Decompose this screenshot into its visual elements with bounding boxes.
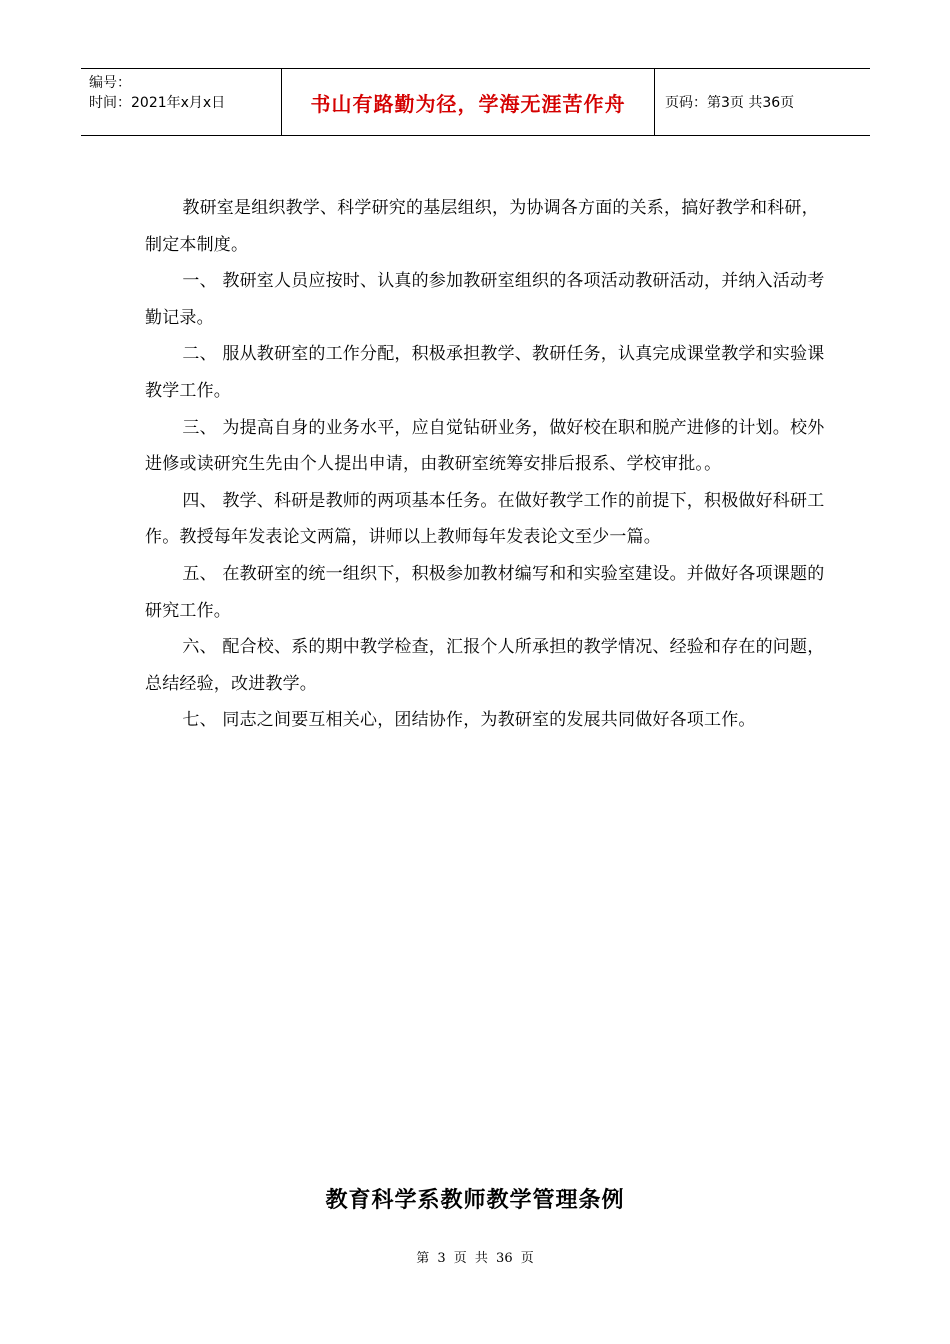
header-motto: 书山有路勤为径，学海无涯苦作舟 [310, 91, 626, 116]
page-footer: 第 3 页 共 36 页 [416, 1251, 534, 1266]
time-label: 时间：2021年x月x日 [89, 95, 226, 111]
paragraph-item-1: 一、 教研室人员应按时、认真的参加教研室组织的各项活动教研活动，并纳入活动考勤记录。 [145, 271, 825, 328]
header-page-info: 页码：第3页 共36页 [665, 95, 795, 111]
paragraph-item-3: 三、 为提高自身的业务水平，应自觉钻研业务，做好校在职和脱产进修的计划。校外进修或读研究生先由个人提出申请，由教研室统筹安排后报系、学校审批。。 [145, 417, 825, 475]
paragraph-item-2: 二、 服从教研室的工作分配，积极承担教学、教研任务，认真完成课堂教学和实验课教学工作。 [145, 344, 825, 401]
document-header [81, 68, 870, 136]
number-label: 编号： [89, 75, 131, 91]
header-motto-cell [282, 69, 655, 135]
document-body [145, 190, 835, 739]
paragraph-item-5: 五、 在教研室的统一组织下，积极参加教材编写和和实验室建设。并做好各项课题的研究工作。 [145, 563, 825, 621]
document-title: 教育科学系教师教学管理条例 [325, 1188, 625, 1213]
paragraph-intro: 教研室是组织教学、科学研究的基层组织，为协调各方面的关系，搞好教学和科研，制定本制度。 [145, 198, 819, 255]
header-meta [81, 69, 282, 135]
paragraph-item-7: 七、 同志之间要互相关心，团结协作，为教研室的发展共同做好各项工作。 [182, 710, 756, 731]
paragraph-item-4: 四、 教学、科研是教师的两项基本任务。在做好教学工作的前提下，积极做好科研工作。教授每年发表论文两篇，讲师以上教师每年发表论文至少一篇。 [145, 490, 825, 548]
paragraph-item-6: 六、 配合校、系的期中教学检查，汇报个人所承担的教学情况、经验和存在的问题，总结经验，改进教学。 [145, 637, 825, 694]
